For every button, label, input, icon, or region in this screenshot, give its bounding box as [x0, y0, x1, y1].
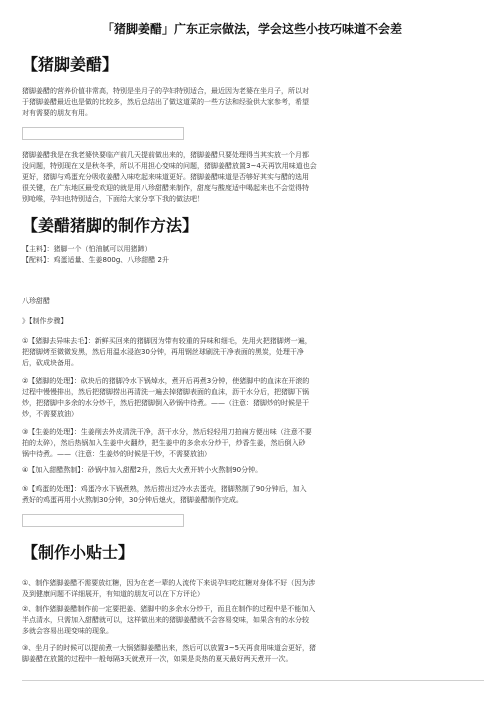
step-3 [22, 427, 484, 460]
step-1 [22, 336, 484, 369]
step-2 [22, 376, 484, 420]
intro-line: 对有需要的朋友有用。 [22, 109, 92, 117]
tip-line: ①、制作猪脚姜醋不需要放红糖，因为在老一辈的人流传下来说孕妇吃红糖对身体不好（因为涉 [22, 579, 316, 587]
background-line: 没问题，特别现在又是秋冬季，所以不用担心变味的问题，猪脚姜醋放置3~4天再饮用味道也会 [22, 162, 317, 170]
step-line: 过程中慢慢排出，然后把猪脚捞出再清洗一遍去掉猪脚表面的血沫，沥干水分后，把猪脚下锅 [22, 388, 309, 396]
steps-heading: 》【制作步骤】 [22, 317, 68, 325]
step-line: 煮好的鸡蛋再用小火熬制30分钟，30分钟后熄火，猪脚姜醋制作完成。 [22, 496, 243, 504]
image-placeholder [22, 127, 184, 140]
tip-line: 脚姜醋在放置的过程中一般每隔3天就煮开一次，如果是炎热的夏天最好两天煮开一次。 [22, 655, 293, 663]
background-line: 很关键，在广东地区最受欢迎的就是用八珍甜醋来制作，甜度与酸度适中喝起来也不会觉得特 [22, 184, 309, 192]
step-line: ②【猪脚的处理】：砍块后的猪脚冷水下锅焯水，煮开后再煮3分钟，使猪脚中的血沫在开滚的 [22, 377, 310, 385]
tip-line: ②、制作猪脚姜醋制作前一定要把姜、猪脚中的多余水分炒干，而且在制作的过程中是不能加入 [22, 605, 316, 613]
background-paragraph [22, 150, 484, 205]
step-5 [22, 484, 484, 506]
step-line: 炒，不需要放油） [22, 410, 78, 418]
image-placeholder [22, 514, 184, 527]
tip-2 [22, 604, 484, 637]
tip-line: 多就会容易出现变味的现象。 [22, 627, 113, 635]
section-heading-tips: 【制作小贴士】 [22, 543, 135, 562]
tip-line: 及到健康问题不详细展开，有知道的朋友可以在下方评论） [22, 590, 204, 598]
page-title: 「猪脚姜醋」广东正宗做法，学会这些小技巧味道不会差 [101, 22, 402, 36]
ingredients-block [22, 244, 484, 266]
vinegar-name: 八珍甜醋 [22, 297, 50, 305]
bottom-rule [22, 680, 484, 681]
step-line: 锅中待煮。——（注意：生姜炒的时候是干炒，不需要放油） [22, 450, 211, 458]
ingredient-main: 【主料】：猪脚一个（怕油腻可以用猪蹄） [22, 245, 152, 253]
ingredient-side: 【配料】：鸡蛋适量、生姜800g、八珍甜醋 2升 [22, 256, 169, 264]
step-line: 拍的太碎），然后热锅加入生姜中火翻炒，把生姜中的多余水分炒干，炒香生姜，然后倒入砂 [22, 439, 306, 447]
tip-line: 半点清水，只需加入甜醋就可以，这样做出来的猪脚姜醋就不会容易变味，如果含有的水分较 [22, 616, 309, 624]
step-line: 后，砍成块备用。 [22, 359, 78, 367]
step-line: 把猪脚烤至微微发黑，然后用温水浸泡30分钟，再用钢丝球刷洗干净表面的黑炭，处理干净 [22, 348, 304, 356]
step-line: ④【加入甜醋熬制】：砂锅中加入甜醋2升，然后大火煮开转小火熬制90分钟。 [22, 466, 263, 474]
background-line: 更好，猪脚与鸡蛋充分吸收姜醋入味吃起来味道更好。猪脚姜醋味道是否够好其实与醋的选用 [22, 173, 309, 181]
step-line: ①【猪脚去异味去毛】：新鲜买回来的猪脚因为带有较重的异味和细毛，先用火把猪脚烤一遍， [22, 337, 312, 345]
section-heading-method: 【姜醋猪脚的制作方法】 [22, 216, 199, 235]
tip-1 [22, 578, 484, 600]
tip-line: ③、坐月子的时候可以提前煮一大锅猪脚姜醋出来，然后可以放置3~5天再食用味道会更好，猪 [22, 644, 317, 652]
step-4 [22, 465, 484, 476]
section-heading-zhujiao-jiangcu: 【猪脚姜醋】 [22, 55, 119, 74]
intro-line: 猪脚姜醋的营养价值非常高，特别是坐月子的孕妇特别适合，最近因为老婆在坐月子，所以对 [22, 87, 309, 95]
tip-3 [22, 643, 484, 665]
intro-line: 于猪脚姜醋最近也是做的比较多，然后总结出了做这道菜的一些方法和经验供大家参考，希望 [22, 98, 309, 106]
background-line: 猪脚姜醋我是在我老婆快要临产前几天提前做出来的，猪脚姜醋只要处理得当其实放一个月都 [22, 151, 309, 159]
intro-paragraph [22, 86, 484, 119]
step-line: 炒，把猪脚中多余的水分炒干，然后把猪脚倒入砂锅中待煮。——（注意：猪脚炒的时候是干 [22, 399, 309, 407]
step-line: ③【生姜的处理】：生姜削去外皮清洗干净，沥干水分，然后轻轻用刀拍扁方便出味（注意不要 [22, 428, 312, 436]
step-line: ⑤【鸡蛋的处理】：鸡蛋冷水下锅煮熟，然后捞出过冷水去蛋壳，猪脚熬制了90分钟后，加入 [22, 485, 307, 493]
background-line: 别呛喉，孕妇也特别适合，下面给大家分享下我的做法吧！ [22, 195, 204, 203]
